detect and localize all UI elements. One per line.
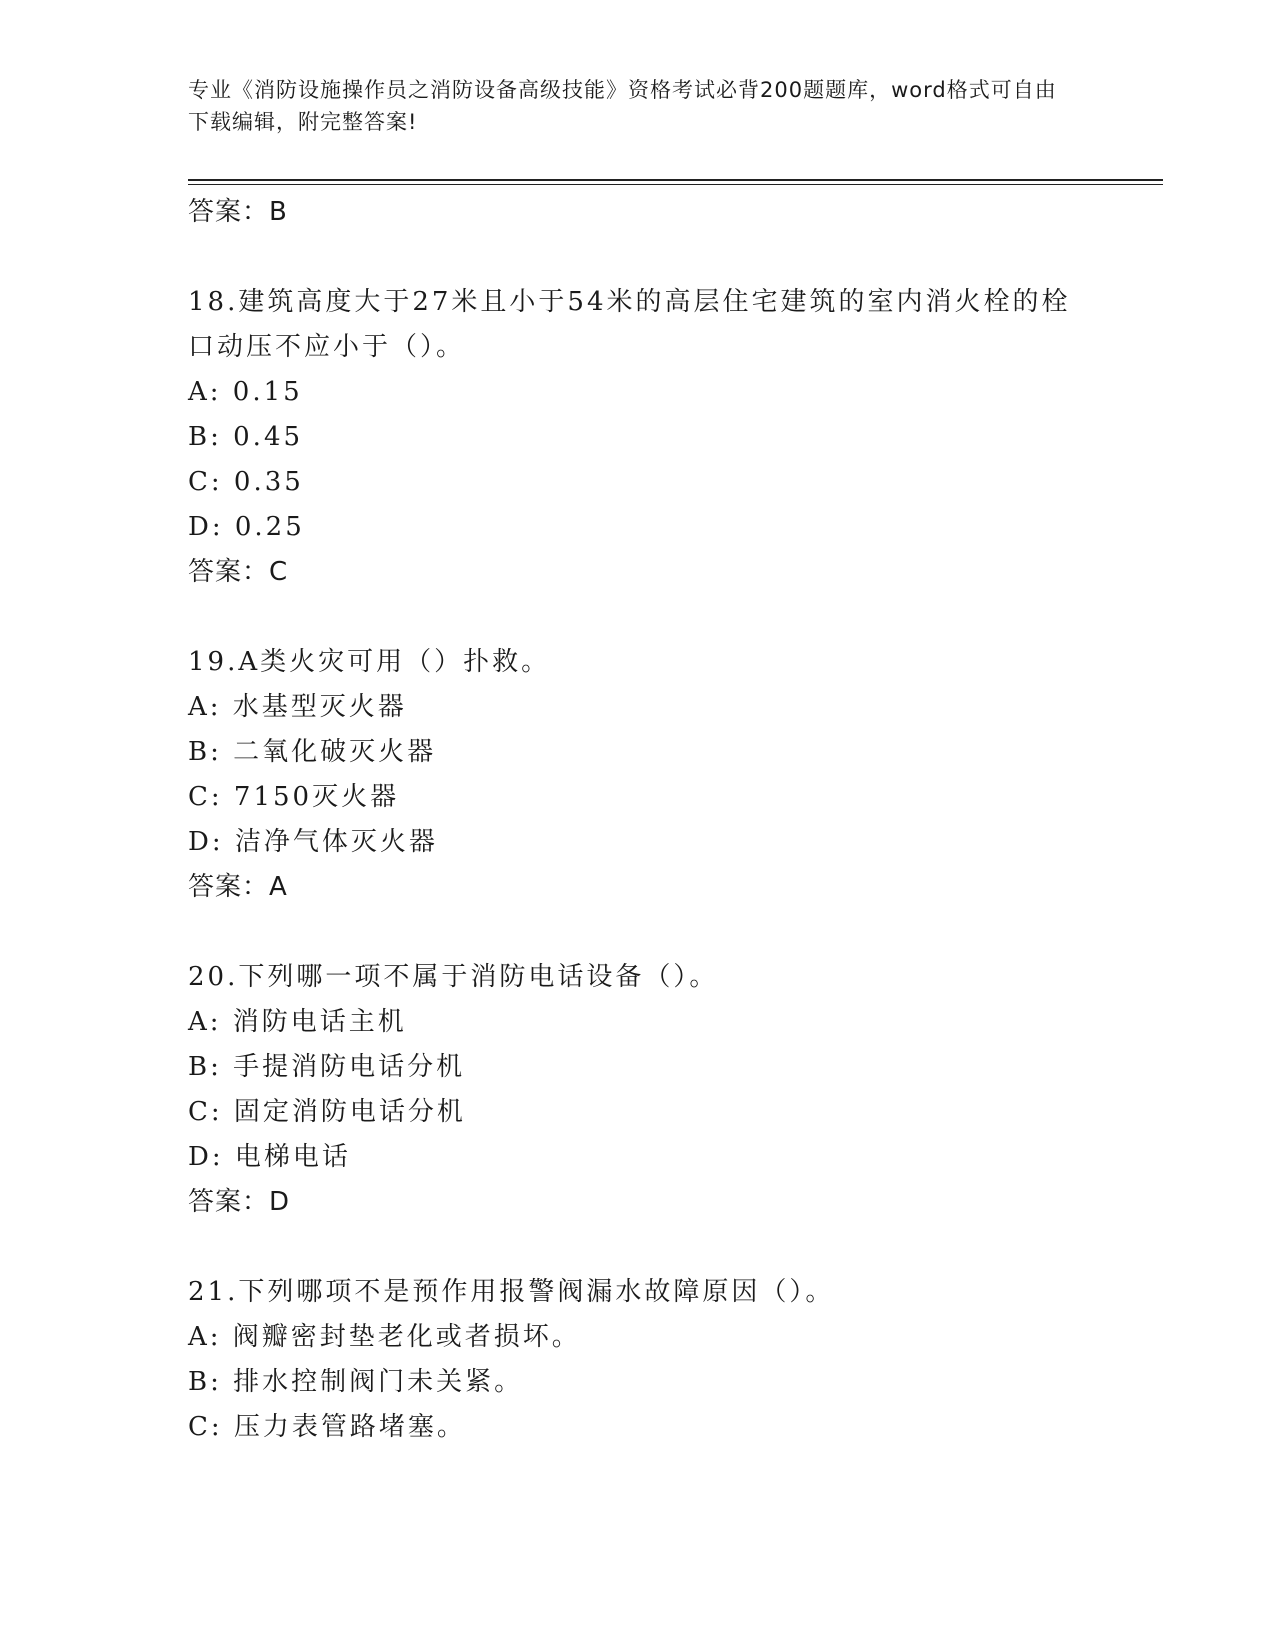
header-divider-thick	[188, 179, 1163, 181]
option-d: D: 0.25	[188, 512, 305, 542]
option-a: A: 消防电话主机	[188, 1007, 407, 1037]
question-block	[188, 955, 1088, 1224]
question-block	[188, 1270, 1088, 1450]
option-d: D: 洁净气体灭火器	[188, 827, 438, 857]
option-c: C: 固定消防电话分机	[188, 1097, 466, 1127]
header-divider-thin	[188, 184, 1163, 185]
question-text: 19.A类火灾可用（）扑救。	[188, 647, 551, 677]
option-b: B: 二氧化破灭火器	[188, 737, 437, 767]
answer-line: 答案：A	[188, 872, 288, 902]
question-text: 20.下列哪一项不属于消防电话设备（）。	[188, 962, 719, 992]
question-text: 21.下列哪项不是预作用报警阀漏水故障原因（）。	[188, 1277, 835, 1307]
option-c: C: 压力表管路堵塞。	[188, 1412, 466, 1442]
question-text: 18.建筑高度大于27米且小于54米的高层住宅建筑的室内消火栓的栓口动压不应小于（）。	[188, 287, 1071, 362]
answer-line: 答案：B	[188, 197, 288, 227]
question-block	[188, 640, 1088, 909]
question-list	[188, 190, 1088, 1450]
option-b: B: 0.45	[188, 422, 304, 452]
answer-line: 答案：C	[188, 557, 289, 587]
option-a: A: 水基型灭火器	[188, 692, 407, 722]
option-b: B: 排水控制阀门未关紧。	[188, 1367, 524, 1397]
option-d: D: 电梯电话	[188, 1142, 351, 1172]
header-intro-text: 专业《消防设施操作员之消防设备高级技能》资格考试必背200题题库，word格式可自由下载编辑，附完整答案!	[188, 78, 1057, 134]
answer-line: 答案：D	[188, 1187, 291, 1217]
document-header	[188, 74, 1068, 138]
option-b: B: 手提消防电话分机	[188, 1052, 466, 1082]
option-a: A: 0.15	[188, 377, 303, 407]
option-c: C: 0.35	[188, 467, 304, 497]
option-a: A: 阀瓣密封垫老化或者损坏。	[188, 1322, 581, 1352]
option-c: C: 7150灭火器	[188, 782, 400, 812]
question-block	[188, 280, 1088, 594]
